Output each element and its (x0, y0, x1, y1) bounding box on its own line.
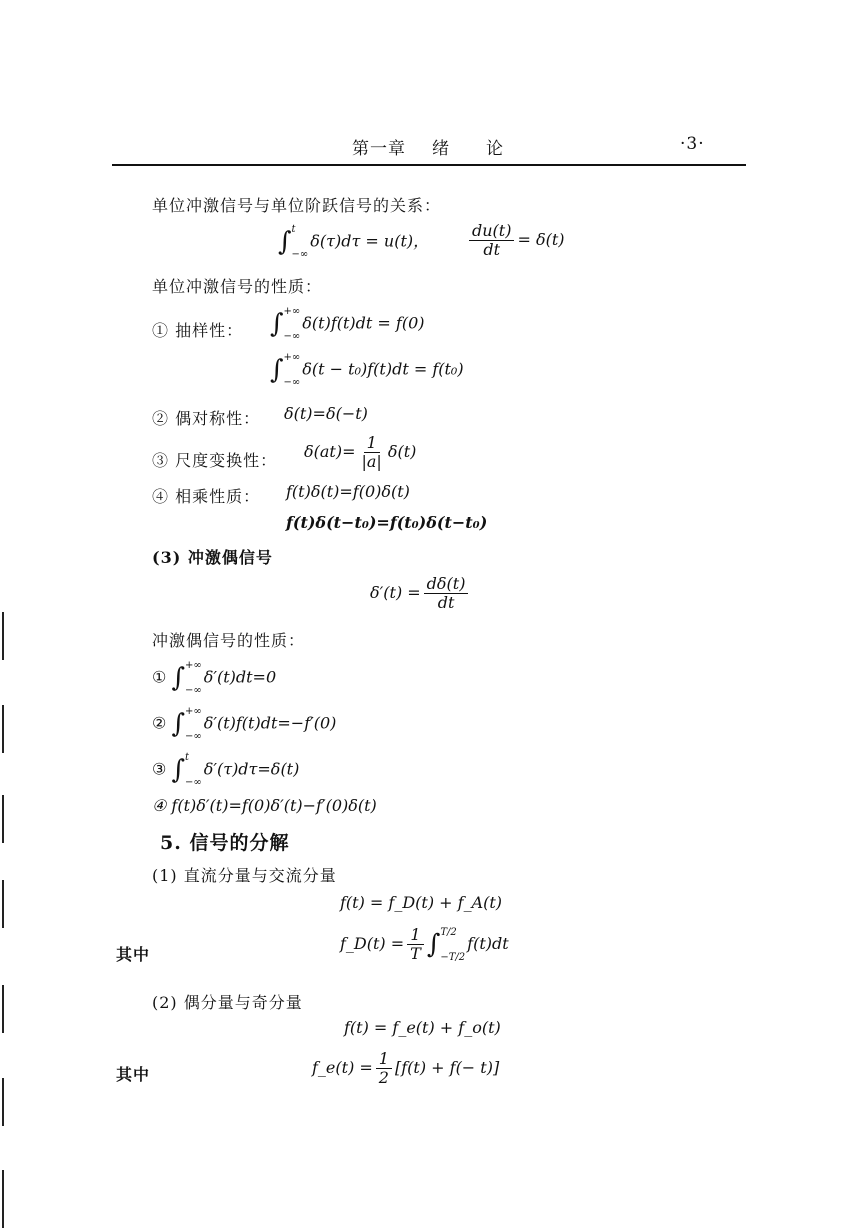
fe-left: f_e(t) = (312, 1058, 373, 1077)
sampling-eq1: ∫ +∞ −∞ δ(t)f(t)dt = f(0) (270, 306, 425, 342)
doublet-title: (3) 冲激偶信号 (152, 548, 273, 567)
page-number: ·3· (680, 134, 705, 154)
frac-num: 1 (407, 926, 423, 945)
lower-limit: −∞ (283, 331, 301, 342)
where-label: 其中 (116, 1065, 151, 1084)
sampling-expr2: δ(t − t₀)f(t)dt = f(t₀) (302, 359, 464, 379)
props-title: 单位冲激信号的性质： (152, 277, 323, 296)
frac-den: dt (437, 593, 455, 612)
frac-num: du(t) (469, 222, 514, 241)
product-eq1: f(t)δ(t)=f(0)δ(t) (286, 482, 410, 501)
scan-mark (2, 1078, 4, 1126)
even-odd-eq: f(t) = f_e(t) + f_o(t) (344, 1018, 501, 1037)
frac-num: 1 (376, 1050, 392, 1069)
intro-relation: 单位冲激信号与单位阶跃信号的关系： (152, 196, 442, 215)
frac-num: dδ(t) (424, 575, 469, 594)
fd-right: f(t)dt (467, 934, 509, 953)
dc-ac-title: (1) 直流分量与交流分量 (152, 866, 337, 885)
doublet-prop1: ① ∫ +∞ −∞ δ′(t)dt=0 (152, 660, 277, 696)
frac-den: 2 (378, 1068, 389, 1087)
lower-limit: −∞ (283, 377, 301, 388)
scan-mark (2, 795, 4, 843)
upper-limit: +∞ (184, 660, 202, 671)
scan-mark (2, 985, 4, 1033)
frac-num: 1 (364, 434, 380, 453)
upper-limit: t (184, 752, 190, 763)
even-symmetry-label: ② 偶对称性： (152, 409, 261, 428)
frac-den: dt (483, 240, 501, 259)
header-rule (112, 164, 746, 166)
sampling-label: ① 抽样性： (152, 321, 244, 340)
sampling-eq2: ∫ +∞ −∞ δ(t − t₀)f(t)dt = f(t₀) (270, 352, 464, 388)
product-label: ④ 相乘性质： (152, 487, 261, 506)
doublet-prop3: ③ ∫ t −∞ δ′(τ)dτ=δ(t) (152, 752, 300, 788)
upper-limit: t (291, 224, 296, 235)
relation-derivative (466, 222, 565, 259)
fd-left: f_D(t) = (340, 934, 405, 953)
lower-limit: −∞ (184, 685, 202, 696)
lower-limit: −T/2 (440, 951, 466, 963)
scan-mark (2, 1170, 4, 1228)
scaling-eq (304, 434, 416, 471)
where-label: 其中 (116, 945, 151, 964)
upper-limit: +∞ (283, 306, 301, 317)
dc-component-eq: f_D(t) = $\frac{1}{T}$ ∫ T/2 −T/2 f(t)dt (340, 925, 509, 963)
even-odd-title: (2) 偶分量与奇分量 (152, 993, 303, 1012)
scaling-left: δ(at)= (304, 442, 356, 461)
scaling-right: δ(t) (387, 442, 417, 461)
lower-limit: −∞ (184, 731, 202, 742)
scan-mark (2, 612, 4, 660)
scan-mark (2, 880, 4, 928)
lower-limit: −∞ (291, 249, 309, 260)
item-number: ③ (152, 759, 167, 779)
section-heading: 5. 信号的分解 (160, 832, 290, 854)
doublet-left: δ′(t) = (370, 583, 421, 602)
relation-eq2: = δ(t) (517, 230, 565, 249)
scan-mark (2, 705, 4, 753)
dc-ac-eq: f(t) = f_D(t) + f_A(t) (340, 893, 503, 912)
even-component-eq (312, 1050, 499, 1087)
prop3-expr: δ′(τ)dτ=δ(t) (203, 759, 300, 779)
relation-equation (278, 224, 429, 260)
product-eq2: f(t)δ(t−t₀)=f(t₀)δ(t−t₀) (286, 513, 488, 532)
item-number: ② (152, 713, 167, 733)
chapter-label: 第一章 (352, 139, 406, 159)
frac-den: T (410, 944, 421, 963)
prop1-expr: δ′(t)dt=0 (203, 667, 277, 687)
prop2-expr: δ′(t)f(t)dt=−f′(0) (203, 713, 337, 733)
upper-limit: T/2 (440, 926, 457, 938)
relation-eq1: δ(τ)dτ = u(t)， (310, 231, 430, 251)
item-number: ① (152, 667, 167, 687)
frac-den: |a| (361, 452, 382, 471)
doublet-prop4: ④ f(t)δ′(t)=f(0)δ′(t)−f′(0)δ(t) (152, 796, 377, 815)
integral-sign: ∫ (278, 227, 292, 257)
even-symmetry-eq: δ(t)=δ(−t) (284, 404, 368, 423)
chapter-title: 绪 论 (432, 139, 504, 159)
sampling-expr1: δ(t)f(t)dt = f(0) (302, 313, 425, 333)
lower-limit: −∞ (184, 777, 202, 788)
scaling-label: ③ 尺度变换性： (152, 451, 278, 470)
fe-right: [f(t) + f(− t)] (394, 1058, 500, 1077)
upper-limit: +∞ (283, 352, 301, 363)
doublet-prop2: ② ∫ +∞ −∞ δ′(t)f(t)dt=−f′(0) (152, 706, 337, 742)
doublet-eq (370, 575, 471, 612)
doublet-props-title: 冲激偶信号的性质： (152, 631, 306, 650)
upper-limit: +∞ (184, 706, 202, 717)
